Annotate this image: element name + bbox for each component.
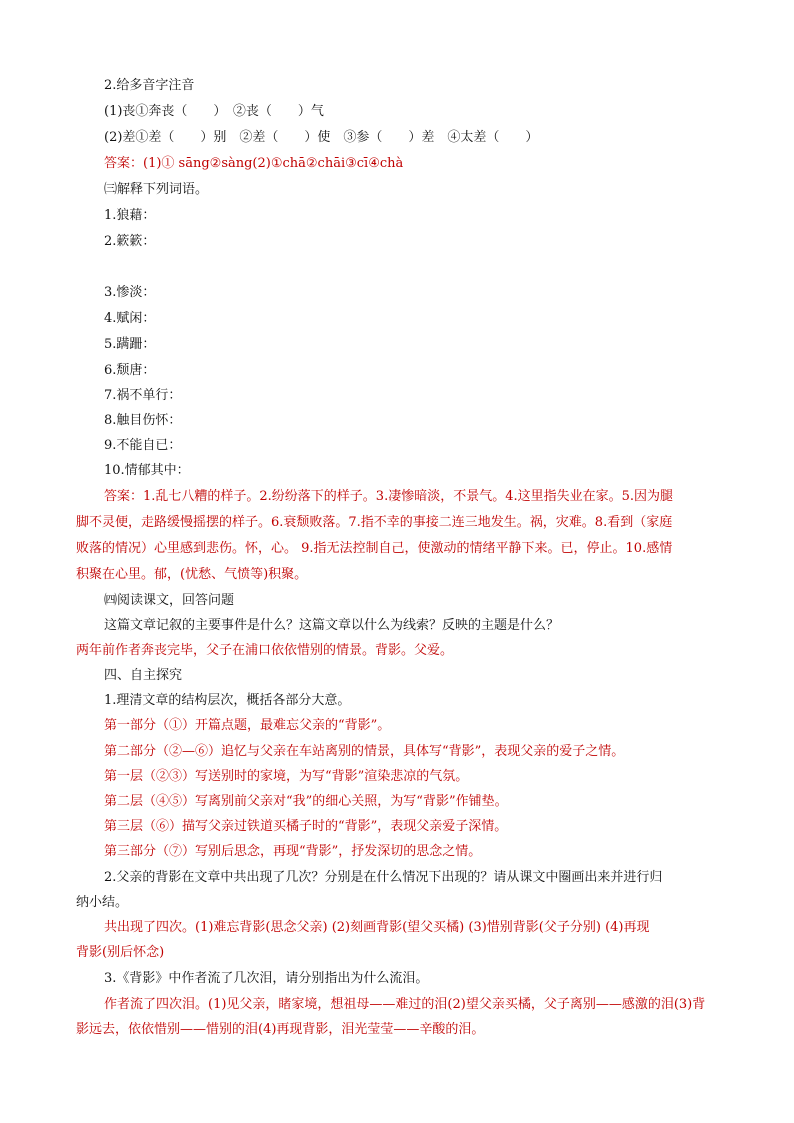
line-18: 败落的情况）心里感到悲伤。怀，心。 9.指无法控制自己，使激动的情绪平静下来。已，停止。10.感情 — [76, 541, 673, 556]
line-20: ㈣阅读课文，回答问题 — [104, 593, 235, 608]
line-22: 两年前作者奔丧完毕，父子在浦口依依惜别的情景。背影。父爱。 — [76, 643, 454, 658]
line-13: 8.触目伤怀： — [104, 413, 182, 428]
line-7: 2.簌簌： — [104, 234, 156, 249]
line-14: 9.不能自已： — [104, 438, 182, 453]
line-16: 答案：1.乱七八糟的样子。2.纷纷落下的样子。3.凄惨暗淡，不景气。4.这里指失业在家。5.因为腿 — [104, 489, 674, 504]
line-36: 作者流了四次泪。(1)见父亲，睹家境，想祖母——难过的泪(2)望父亲买橘，父子离别——感激的泪(3)背 — [104, 997, 706, 1012]
line-15: 10.情郁其中： — [104, 463, 190, 478]
line-30: 第三部分（⑦）写别后思念，再现“背影”，抒发深切的思念之情。 — [104, 844, 482, 859]
line-37: 影远去，依依惜别——惜别的泪(4)再现背影，泪光莹莹——辛酸的泪。 — [76, 1022, 485, 1037]
line-10: 5.蹒跚： — [104, 337, 156, 352]
line-12: 7.祸不单行： — [104, 388, 182, 403]
line-2: (1)丧①奔丧（ ） ②丧（ ）气 — [104, 104, 324, 119]
line-25: 第一部分（①）开篇点题，最难忘父亲的“背影”。 — [104, 718, 391, 733]
line-28: 第二层（④⑤）写离别前父亲对“我”的细心关照，为写“背影”作铺垫。 — [104, 794, 508, 809]
line-31: 2.父亲的背影在文章中共出现了几次？分别是在什么情况下出现的？请从课文中圈画出来并进行归 — [104, 870, 663, 885]
line-21: 这篇文章记叙的主要事件是什么？这篇文章以什么为线索？反映的主题是什么？ — [104, 618, 560, 633]
line-26: 第二部分（②—⑥）追忆与父亲在车站离别的情景，具体写“背影”，表现父亲的爱子之情。 — [104, 744, 625, 759]
line-19: 积聚在心里。郁，(忧愁、气愤等)积聚。 — [76, 567, 308, 582]
line-3: (2)差①差（ ）别 ②差（ ）使 ③参（ ）差 ④太差（ ） — [104, 130, 539, 145]
line-9: 4.赋闲： — [104, 311, 156, 326]
line-32: 纳小结。 — [76, 895, 129, 910]
line-23: 四、自主探究 — [104, 668, 183, 683]
line-29: 第三层（⑥）描写父亲过铁道买橘子时的“背影”，表现父亲爱子深情。 — [104, 819, 508, 834]
line-27: 第一层（②③）写送别时的家境，为写“背影”渲染悲凉的气氛。 — [104, 769, 469, 784]
line-5: ㈢解释下列词语。 — [104, 182, 209, 197]
line-4: 答案：(1)① sāng②sàng(2)①chā②chāi③cī④chà — [104, 156, 404, 171]
line-8: 3.惨淡： — [104, 285, 156, 300]
line-6: 1.狼藉： — [104, 208, 156, 223]
line-17: 脚不灵便，走路缓慢摇摆的样子。6.衰颓败落。7.指不幸的事接二连三地发生。祸，灾难。8.看到（家庭 — [76, 515, 673, 530]
line-11: 6.颓唐： — [104, 363, 156, 378]
line-33: 共出现了四次。(1)难忘背影(思念父亲) (2)刻画背影(望父买橘) (3)惜别背影(父子分别) (4)再现 — [104, 920, 650, 935]
line-1: 2.给多音字注音 — [104, 78, 195, 93]
line-24: 1.理清文章的结构层次，概括各部分大意。 — [104, 693, 351, 708]
line-35: 3.《背影》中作者流了几次泪，请分别指出为什么流泪。 — [104, 971, 429, 986]
line-34: 背影(别后怀念) — [76, 945, 165, 960]
